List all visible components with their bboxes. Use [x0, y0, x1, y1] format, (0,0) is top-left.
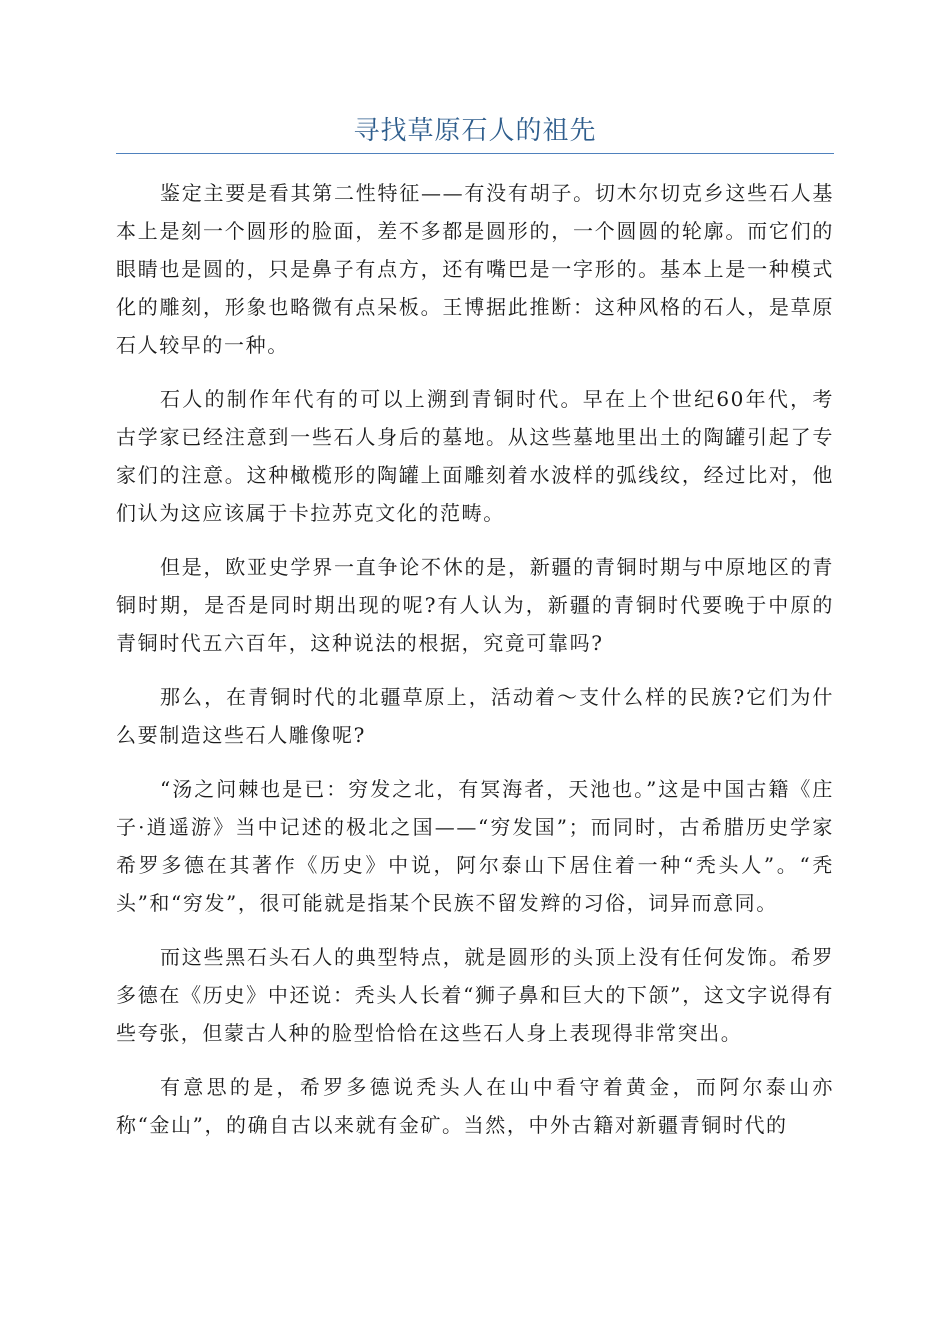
- paragraph-2: 石人的制作年代有的可以上溯到青铜时代。早在上个世纪60年代，考古学家已经注意到一些石人身后的墓地。从这些墓地里出土的陶罐引起了专家们的注意。这种橄榄形的陶罐上面雕刻着水波样的弧线纹，经过比对，他们认为这应该属于卡拉苏克文化的范畴。: [116, 387, 834, 525]
- paragraph-6: 而这些黑石头石人的典型特点，就是圆形的头顶上没有任何发饰。希罗多德在《历史》中还说：秃头人长着“狮子鼻和巨大的下颌”，这文字说得有些夸张，但蒙古人种的脸型恰恰在这些石人身上表现得非常突出。: [116, 945, 834, 1045]
- title-underline: [116, 153, 834, 154]
- paragraph-1: 鉴定主要是看其第二性特征——有没有胡子。切木尔切克乡这些石人基本上是刻一个圆形的脸面，差不多都是圆形的，一个圆圆的轮廓。而它们的眼睛也是圆的，只是鼻子有点方，还有嘴巴是一字形的。基本上是一种模式化的雕刻，形象也略微有点呆板。王博据此推断：这种风格的石人，是草原石人较早的一种。: [116, 181, 834, 357]
- paragraph-4: 那么，在青铜时代的北疆草原上，活动着～支什么样的民族?它们为什么要制造这些石人雕像呢?: [116, 685, 834, 747]
- document-title: 寻找草原石人的祖先: [353, 116, 597, 146]
- paragraph-7: 有意思的是，希罗多德说秃头人在山中看守着黄金，而阿尔泰山亦称“金山”，的确自古以来就有金矿。当然，中外古籍对新疆青铜时代的: [116, 1075, 834, 1137]
- document-body: [116, 174, 834, 1160]
- paragraph-3: 但是，欧亚史学界一直争论不休的是，新疆的青铜时期与中原地区的青铜时期，是否是同时期出现的呢?有人认为，新疆的青铜时代要晚于中原的青铜时代五六百年，这种说法的根据，究竟可靠吗?: [116, 555, 834, 655]
- paragraph-5: “汤之问棘也是已：穷发之北，有冥海者，天池也。”这是中国古籍《庄子·逍遥游》当中记述的极北之国——“穷发国”；而同时，古希腊历史学家希罗多德在其著作《历史》中说，阿尔泰山下居住着一种“秃头人”。“秃头”和“穷发”，很可能就是指某个民族不留发辫的习俗，词异而意同。: [116, 777, 834, 915]
